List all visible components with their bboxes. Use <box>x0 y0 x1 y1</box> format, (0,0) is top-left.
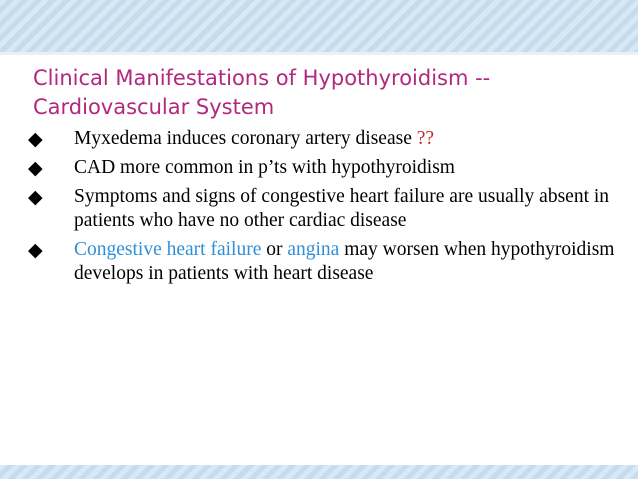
bullet-item-chf <box>28 238 628 286</box>
bullet-item-cad <box>28 156 628 180</box>
highlight-angina: angina <box>287 239 340 260</box>
question-marks: ?? <box>416 128 435 149</box>
slide-title-line-1: Clinical Manifestations of Hypothyroidism -- <box>33 66 491 90</box>
bottom-decorative-band <box>0 465 638 479</box>
bullet-marker-icon: ◆ <box>28 129 43 150</box>
bullet-text-connector: or <box>261 239 288 260</box>
highlight-congestive-heart-failure: Congestive heart failure <box>74 239 262 260</box>
bullet-marker-icon: ◆ <box>28 240 43 261</box>
top-band-edge <box>0 52 638 55</box>
bullet-marker-icon: ◆ <box>28 187 43 208</box>
bullet-text: Symptoms and signs of congestive heart failure are usually absent in patients who have no other cardiac disease <box>74 186 610 231</box>
bullet-text-rest: may worsen when hypothyroidism develops in patients with heart disease <box>74 239 615 284</box>
bullet-item-symptoms <box>28 185 628 233</box>
bullet-list <box>28 127 628 291</box>
slide-title <box>33 64 623 122</box>
bullet-item-myxedema <box>28 127 628 151</box>
top-decorative-band <box>0 0 638 52</box>
bullet-marker-icon: ◆ <box>28 158 43 179</box>
bullet-text: Myxedema induces coronary artery disease <box>74 128 417 149</box>
slide-title-line-2: Cardiovascular System <box>33 95 275 119</box>
bullet-text: CAD more common in p’ts with hypothyroidism <box>74 157 455 178</box>
